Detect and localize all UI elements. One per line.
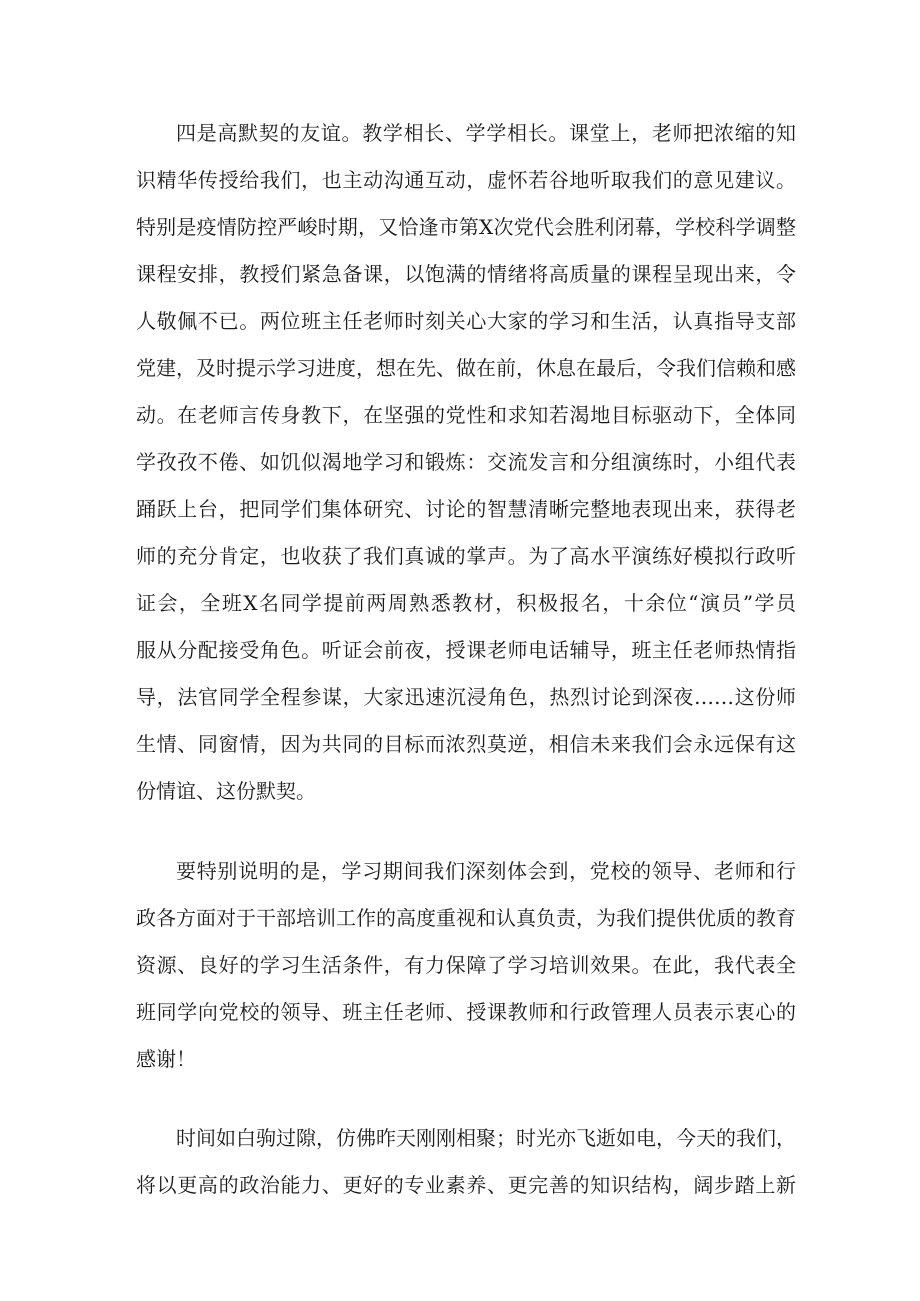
paragraph-1-line-12: 服从分配接受角色。听证会前夜，授课老师电话辅导，班主任老师热情指 <box>136 638 796 662</box>
paragraph-1-line-14: 生情、同窗情，因为共同的目标而浓烈莫逆，相信未来我们会永远保有这 <box>136 732 796 756</box>
paragraph-1-line-5: 人敬佩不已。两位班主任老师时刻关心大家的学习和生活，认真指导支部 <box>136 309 796 333</box>
paragraph-1-line-8: 学孜孜不倦、如饥似渴地学习和锻炼：交流发言和分组演练时，小组代表 <box>136 450 796 474</box>
paragraph-1-line-6: 党建，及时提示学习进度，想在先、做在前，休息在最后，令我们信赖和感 <box>136 356 796 380</box>
paragraph-2-line-4: 班同学向党校的领导、班主任老师、授课教师和行政管理人员表示衷心的 <box>136 1000 796 1024</box>
paragraph-2-line-3: 资源、良好的学习生活条件，有力保障了学习培训效果。在此，我代表全 <box>136 953 796 977</box>
paragraph-1-line-4: 课程安排，教授们紧急备课，以饱满的情绪将高质量的课程呈现出来，令 <box>136 262 796 286</box>
paragraph-1-line-3: 特别是疫情防控严峻时期，又恰逢市第X次党代会胜利闭幕，学校科学调整 <box>136 215 796 239</box>
paragraph-3-line-2: 将以更高的政治能力、更好的专业素养、更完善的知识结构，阔步踏上新 <box>136 1173 796 1197</box>
paragraph-1-line-9: 踊跃上台，把同学们集体研究、讨论的智慧清晰完整地表现出来，获得老 <box>136 497 796 521</box>
paragraph-1-line-11: 证会，全班X名同学提前两周熟悉教材，积极报名，十余位“演员”学员 <box>136 591 796 615</box>
paragraph-1-line-1: 四是高默契的友谊。教学相长、学学相长。课堂上，老师把浓缩的知 <box>176 121 796 145</box>
paragraph-2-line-1: 要特别说明的是，学习期间我们深刻体会到，党校的领导、老师和行 <box>176 859 796 883</box>
paragraph-2-line-2: 政各方面对于干部培训工作的高度重视和认真负责，为我们提供优质的教育 <box>136 906 796 930</box>
paragraph-1-line-7: 动。在老师言传身教下，在坚强的党性和求知若渴地目标驱动下，全体同 <box>136 403 796 427</box>
paragraph-2-line-5: 感谢！ <box>136 1047 196 1071</box>
paragraph-3-line-1: 时间如白驹过隙，仿佛昨天刚刚相聚；时光亦飞逝如电，今天的我们， <box>176 1126 796 1150</box>
paragraph-1-line-15: 份情谊、这份默契。 <box>136 779 316 803</box>
paragraph-1-line-13: 导，法官同学全程参谋，大家迅速沉浸角色，热烈讨论到深夜……这份师 <box>136 685 796 709</box>
paragraph-1-line-2: 识精华传授给我们，也主动沟通互动，虚怀若谷地听取我们的意见建议。 <box>136 168 796 192</box>
paragraph-1-line-10: 师的充分肯定，也收获了我们真诚的掌声。为了高水平演练好模拟行政听 <box>136 544 796 568</box>
